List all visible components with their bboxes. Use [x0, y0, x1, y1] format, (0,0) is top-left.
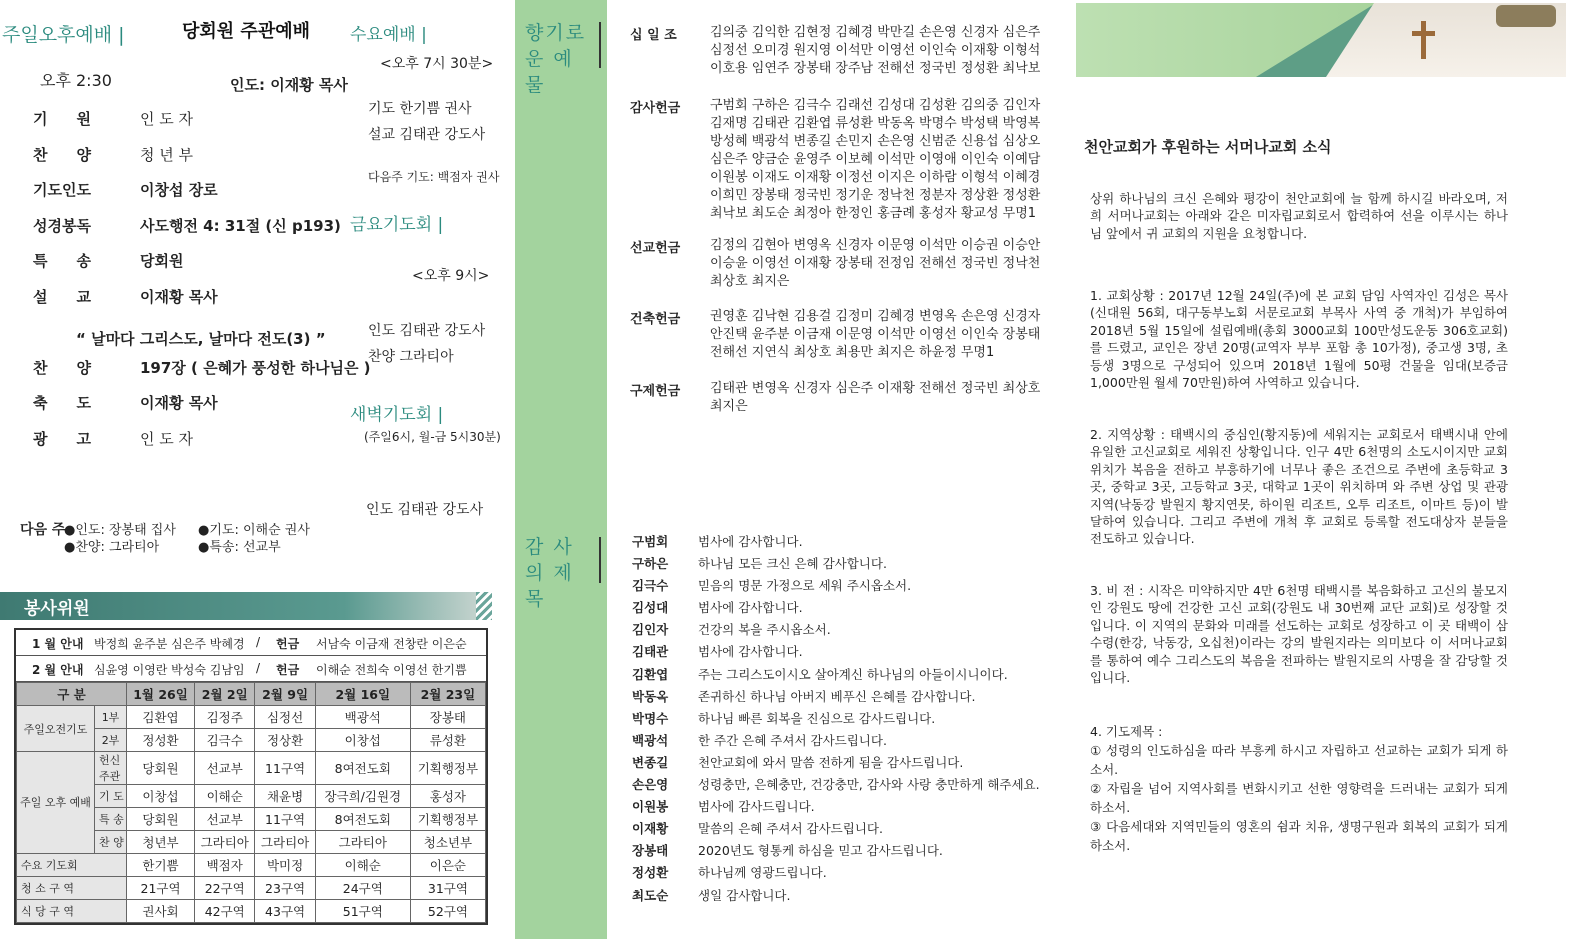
service-name: 당회원 주관예배	[182, 21, 310, 42]
guide-sep: /	[256, 635, 261, 649]
thanks-name: 장봉태	[632, 843, 669, 859]
grid-cell: 이은순	[410, 854, 485, 877]
next-week-special: ●특송: 선교부	[198, 540, 281, 555]
news-vision: 3. 비 전 : 시작은 미약하지만 4만 6천명 태백시를 복음화하고 고신의 불모지인 강원도 땅에 건강한 고신 교회(강원도 내 30번째 교단 교회)로 성장할 것입니다. 이 지역의 문화와 미래를 선도하는 교회로 성장하고 이 곳 태백이 삼수령(한강, 낙동강, 오십천)이라는 강의 발원지라는 의미보다 이 서머나교회를 통하여 예수 그리스도의 복음을 전파하는 발원지로의 사명을 잘 감당할 것입니다.	[1090, 583, 1508, 686]
next-week-prayer: ●기도: 이해순 권사	[198, 523, 310, 538]
offering-names: 권영훈 김낙현 김용걸 김정미 김혜경 변영옥 손은영 신경자 안진택 윤주분 이금재 이문영 이석만 이영선 이인숙 장봉태 전해선 지연식 최상호 최용만 최지은 하윤정 무명1	[710, 309, 1041, 360]
thanks-message: 하나님 빠른 회복을 진심으로 감사드립니다.	[698, 710, 936, 726]
order-label-char: 광	[33, 429, 48, 448]
order-value: 인 도 자	[140, 429, 194, 448]
thanks-message: 건강의 복을 주시옵소서.	[698, 622, 831, 638]
thanks-message: 천안교회에 와서 말씀 전하게 됨을 감사드립니다.	[698, 754, 964, 770]
grid-row	[17, 752, 486, 785]
next-week-praise: ●찬양: 그라티아	[64, 540, 160, 555]
thanksgiving-list	[632, 532, 1052, 908]
grid-row	[17, 900, 486, 923]
thanks-name: 구하은	[632, 556, 669, 572]
grid-cell: 홍성자	[410, 785, 485, 808]
weekday-services	[346, 0, 506, 580]
grid-cell: 52구역	[410, 900, 485, 923]
news-intro: 상위 하나님의 크신 은혜와 평강이 천안교회에 늘 함께 하시길 바라오며, 저희 서머나교회는 아래와 같은 미자립교회로서 합력하여 선을 이루시는 하나님 앞에서 귀 교회의 지원을 요청합니다.	[1090, 191, 1508, 241]
thanks-name: 김극수	[632, 578, 669, 594]
friday-title: 금요기도회 |	[350, 215, 444, 235]
order-label	[33, 250, 91, 271]
grid-cell: 이창섭	[127, 785, 195, 808]
thanksgiving-title: 감 사 의 제 목	[525, 536, 574, 610]
order-label	[33, 144, 91, 165]
order-label	[33, 392, 91, 413]
grid-row	[17, 854, 486, 877]
grid-cell: 김환엽	[127, 706, 195, 729]
service-team-title: 봉사위원	[24, 599, 90, 619]
stripe-decoration	[476, 592, 492, 620]
thanks-row	[632, 797, 1052, 819]
grid-cell: 21구역	[127, 877, 195, 900]
dawn-leader: 인도 김태관 강도사	[366, 502, 484, 518]
thanks-row	[632, 709, 1052, 731]
dawn-time: (주일6시, 월-금 5시30분)	[364, 430, 501, 444]
thanks-row	[632, 841, 1052, 863]
thanks-message: 존귀하신 하나님 아버지 베푸신 은혜를 감사합니다.	[698, 688, 976, 704]
dawn-title: 새벽기도회 |	[350, 405, 444, 425]
order-label	[33, 428, 91, 449]
grid-cell: 그라티아	[315, 831, 410, 854]
grid-cell: 8여전도회	[315, 808, 410, 831]
grid-cell: 22구역	[195, 877, 255, 900]
thanks-name: 박명수	[632, 710, 669, 726]
section-title: 주일오후예배 |	[2, 24, 125, 46]
order-value: 청 년 부	[140, 145, 194, 164]
grid-cell: 그라티아	[255, 831, 315, 854]
prayer-topics-title: 4. 기도제목 :	[1090, 724, 1163, 739]
news-title: 천안교회가 후원하는 서머나교회 소식	[1084, 138, 1332, 156]
order-label-char: 찬	[33, 145, 48, 164]
lamp-shape	[1496, 5, 1556, 27]
grid-cell: 42구역	[195, 900, 255, 923]
service-team-bar	[0, 592, 492, 620]
grid-cell: 43구역	[255, 900, 315, 923]
guide-money-label: 헌금	[276, 663, 300, 677]
grid-header-row	[17, 683, 486, 706]
grid-cell: 헌신주관	[95, 752, 127, 785]
cross-icon-bar	[1412, 31, 1435, 36]
grid-cell: 주일오전기도	[17, 706, 95, 752]
guide-money-names: 서남숙 이금재 전창란 이은순	[316, 637, 467, 651]
wednesday-sermon: 설교 김태관 강도사	[368, 127, 486, 143]
grid-cell: 8여전도회	[315, 752, 410, 785]
thanks-name: 김환엽	[632, 666, 669, 682]
offerings-title: 향기로운 예 물	[525, 22, 587, 96]
order-label: 성경봉독	[33, 216, 91, 235]
grid-cell: 그라티아	[195, 831, 255, 854]
thanks-name: 김성대	[632, 600, 669, 616]
wednesday-title: 수요예배 |	[350, 25, 427, 45]
grid-cell: 11구역	[255, 752, 315, 785]
title-divider	[599, 22, 601, 68]
thanks-row	[632, 687, 1052, 709]
green-side-band	[515, 0, 607, 939]
offering-label: 감사헌금	[630, 101, 681, 116]
grid-cell: 찬 양	[95, 831, 127, 854]
grid-cell: 1월 26일	[127, 683, 195, 706]
grid-cell: 백광석	[315, 706, 410, 729]
grid-cell: 1부	[95, 706, 127, 729]
guide-money-label: 헌금	[276, 637, 300, 651]
service-schedule-grid	[16, 682, 486, 923]
thanks-message: 하나님께 영광드립니다.	[698, 865, 827, 881]
grid-row	[17, 877, 486, 900]
offering-label: 구제헌금	[630, 384, 681, 399]
wednesday-next-prayer: 다음주 기도: 백점자 권사	[368, 170, 500, 184]
thanks-row	[632, 753, 1052, 775]
grid-cell: 2부	[95, 729, 127, 752]
grid-cell: 류성환	[410, 729, 485, 752]
next-week-label: 다음 주	[20, 522, 66, 538]
thanks-row	[632, 886, 1052, 908]
order-label: 기도인도	[33, 181, 91, 199]
thanks-row	[632, 775, 1052, 797]
friday-praise: 찬양 그라티아	[368, 349, 454, 365]
thanks-name: 이원봉	[632, 799, 669, 815]
grid-cell: 31구역	[410, 877, 485, 900]
guide-names: 심윤영 이영란 박성숙 김남임	[94, 663, 245, 677]
order-value: 197장 ( 은혜가 풍성한 하나님은 )	[140, 358, 371, 377]
thanks-message: 믿음의 명문 가정으로 세워 주시옵소서.	[698, 578, 912, 594]
thanks-name: 박동옥	[632, 688, 669, 704]
prayer-topic: ③ 다음세대와 지역민들의 영혼의 쉼과 치유, 생명구원과 회복의 교회가 되게 하소서.	[1090, 819, 1508, 853]
thanks-message: 범사에 감사합니다.	[698, 644, 803, 660]
guide-row-february	[16, 656, 486, 682]
news-church-status: 1. 교회상황 : 2017년 12월 24일(주)에 본 교회 담임 사역자인 김성은 목사(신대원 56회, 대구동부노회 서문로교회 부목사 사역 중 개척)가 부임하여 2018년 5월 15일에 설립예배(총회 3000교회 100만성도운동 306호교회)를 드렸고, 교인은 장년 20명(교역자 부부 포함 총 10가정), 중고생 3명, 초등생 3명으로 구성되어 있으며 2018년 1월에 50평 건물을 임대(보증금 1,000만원 월세 70만원)하여 사역하고 있습니다.	[1090, 288, 1508, 391]
thanks-message: 범사에 감사드립니다.	[698, 799, 815, 815]
thanks-name: 김태관	[632, 644, 669, 660]
guide-label: 1 월 안내	[32, 637, 84, 651]
guide-money-names: 이해순 전희숙 이영선 한기쁨	[316, 663, 467, 677]
order-value: 사도행전 4: 31절 (신 p193)	[140, 216, 341, 235]
thanks-message: 말씀의 은혜 주셔서 감사드립니다.	[698, 821, 883, 837]
grid-cell: 권사회	[127, 900, 195, 923]
grid-cell: 이창섭	[315, 729, 410, 752]
thanks-message: 2020년도 형통케 하심을 믿고 감사드립니다.	[698, 843, 943, 859]
guide-row-january	[16, 630, 486, 656]
thanks-row	[632, 620, 1052, 642]
grid-cell: 2월 2일	[195, 683, 255, 706]
cross-icon	[1421, 21, 1426, 59]
thanks-message: 범사에 감사합니다.	[698, 534, 803, 549]
grid-cell: 기획행정부	[410, 808, 485, 831]
grid-cell: 23구역	[255, 877, 315, 900]
grid-row	[17, 706, 486, 729]
thanks-name: 손은영	[632, 777, 669, 793]
order-value: 이재황 목사	[140, 287, 218, 306]
offering-label: 십 일 조	[630, 28, 677, 43]
offering-label: 선교헌금	[630, 241, 681, 256]
thanks-name: 이재황	[632, 821, 669, 837]
grid-cell: 장봉태	[410, 706, 485, 729]
next-week-leader: ●인도: 장봉태 집사	[64, 523, 176, 538]
grid-cell: 2월 16일	[315, 683, 410, 706]
order-value: 당회원	[140, 252, 184, 270]
grid-cell: 11구역	[255, 808, 315, 831]
grid-cell: 선교부	[195, 808, 255, 831]
offering-names: 구범회 구하은 김극수 김래선 김성대 김성환 김의중 김인자 김재명 김태관 김환엽 류성환 박동옥 박명수 박성택 박영복 방성혜 백광석 변종길 손민지 손은영 신범준 신용섭 심상오 심은주 양금순 윤영주 이보혜 이석만 이영애 이인숙 이예담 이원봉 이재도 이재황 이정선 이지은 이하람 이형석 이혜경 이희민 장봉태 정국빈 정기운 정낙천 정분자 정상환 정성환 최낙보 최도순 최정아 한정인 홍금례 홍성자 황교성 무명1	[710, 98, 1041, 221]
prayer-topic: ② 자립을 넘어 지역사회를 변화시키고 선한 영향력을 드러내는 교회가 되게 하소서.	[1090, 781, 1508, 815]
grid-cell: 식 당 구 역	[17, 900, 127, 923]
title-divider	[599, 537, 601, 583]
service-team-table	[14, 628, 488, 925]
offering-names: 김태관 변영옥 신경자 심은주 이재황 전해선 정국빈 최상호 최지은	[710, 381, 1041, 414]
grid-cell: 정성환	[127, 729, 195, 752]
order-label-char: 양	[76, 358, 91, 377]
thanks-name: 최도순	[632, 887, 669, 903]
thanks-message: 한 주간 은혜 주셔서 감사드립니다.	[698, 732, 887, 748]
grid-cell: 2월 9일	[255, 683, 315, 706]
order-label-char: 축	[33, 394, 48, 412]
grid-cell: 특 송	[95, 808, 127, 831]
grid-cell: 수요 기도회	[17, 854, 127, 877]
guide-sep: /	[256, 661, 261, 675]
friday-time: <오후 9시>	[412, 268, 490, 284]
grid-cell: 당회원	[127, 808, 195, 831]
order-label-char: 송	[76, 252, 91, 270]
grid-cell: 선교부	[195, 752, 255, 785]
offering-names: 김정의 김현아 변영옥 신경자 이문영 이석만 이승권 이승안 이승윤 이영선 이재황 장봉태 전정임 전해선 정국빈 정낙천 최상호 최지은	[710, 238, 1041, 289]
thanks-row	[632, 731, 1052, 753]
order-label-char: 양	[76, 145, 91, 164]
grid-cell: 24구역	[315, 877, 410, 900]
thanks-name: 구범회	[632, 534, 669, 549]
thanks-name: 김인자	[632, 622, 669, 638]
thanks-row	[632, 576, 1052, 598]
thanks-name: 백광석	[632, 732, 669, 748]
order-label	[33, 286, 91, 307]
header-banner	[1076, 3, 1566, 77]
thanks-name: 정성환	[632, 865, 669, 881]
thanks-message: 범사에 감사합니다.	[698, 600, 803, 616]
thanks-row	[632, 863, 1052, 885]
grid-cell: 김정주	[195, 706, 255, 729]
order-label-char: 도	[76, 394, 91, 412]
order-label	[33, 357, 91, 378]
prayer-topic: ① 성령의 인도하심을 따라 부흥케 하시고 자립하고 선교하는 교회가 되게 하소서.	[1090, 743, 1508, 777]
order-label-char: 기	[33, 110, 48, 128]
news-prayer-topics	[1090, 722, 1508, 855]
order-label-char: 원	[76, 110, 91, 128]
thanks-row	[632, 554, 1052, 576]
thanks-message: 주는 그리스도이시오 살아계신 하나님의 아들이시니이다.	[698, 666, 1008, 682]
grid-cell: 이해순	[315, 854, 410, 877]
thanks-row	[632, 642, 1052, 664]
thanks-message: 생일 감사합니다.	[698, 887, 791, 903]
offering-names: 김의중 김익한 김현정 김혜경 박만길 손은영 신경자 심은주 심정선 오미경 원지영 이석만 이영선 이인숙 이재황 이형석 이호용 임연주 장봉태 장주남 전해선 정국빈 정성환 최낙보	[710, 25, 1041, 76]
sermon-title: “ 날마다 그리스도, 날마다 전도(3) ”	[76, 330, 326, 348]
order-label-char: 특	[33, 252, 48, 270]
service-time: 오후 2:30	[40, 71, 112, 90]
thanks-row	[632, 665, 1052, 687]
grid-cell: 박미정	[255, 854, 315, 877]
grid-cell: 채윤병	[255, 785, 315, 808]
grid-cell: 기 도	[95, 785, 127, 808]
order-label-char: 설	[33, 287, 48, 306]
grid-cell: 2월 23일	[410, 683, 485, 706]
offering-label: 건축헌금	[630, 312, 681, 327]
grid-cell: 구 분	[17, 683, 127, 706]
order-label-char: 교	[76, 287, 91, 306]
thanks-name: 변종길	[632, 754, 669, 770]
grid-cell: 당회원	[127, 752, 195, 785]
order-label-char: 찬	[33, 358, 48, 377]
order-value: 이재황 목사	[140, 394, 218, 412]
grid-cell: 김극수	[195, 729, 255, 752]
grid-cell: 청년부	[127, 831, 195, 854]
grid-cell: 장극희/김원경	[315, 785, 410, 808]
grid-cell: 이해순	[195, 785, 255, 808]
news-region-status: 2. 지역상황 : 태백시의 중심인(황지동)에 세워지는 교회로서 태백시내 안에 유일한 고신교회로 세워진 상황입니다. 인구 4만 6천명의 소도시이지만 교회 위치가 복음을 전하고 부흥하기에 너무나 좋은 조건으로 주변에 초등학교 3곳, 중학교 3곳, 고등학교 3곳, 대학교 1곳이 위치하며 와 주변 상업 및 관광지역(낙동강 발원지 황지연못, 하이원 리조트, 오투 리조트, 이마트 등)이 발달하여 있습니다. 그리고 주변에 개척 후 교회로 등록할 전도대상자 분들을 전도하고 있습니다.	[1090, 427, 1508, 547]
friday-leader: 인도 김태관 강도사	[368, 323, 486, 339]
guide-names: 박정희 윤주분 심은주 박혜경	[94, 637, 245, 651]
guide-label: 2 월 안내	[32, 663, 84, 677]
thanks-message: 성령충만, 은혜충만, 건강충만, 감사와 사랑 충만하게 해주세요.	[698, 777, 1040, 793]
order-label-char: 고	[76, 429, 91, 448]
thanks-row	[632, 532, 1052, 554]
order-value: 인 도 자	[140, 110, 194, 128]
grid-cell: 51구역	[315, 900, 410, 923]
grid-cell: 한기쁨	[127, 854, 195, 877]
thanks-row	[632, 598, 1052, 620]
grid-cell: 심정선	[255, 706, 315, 729]
grid-cell: 백점자	[195, 854, 255, 877]
grid-cell: 기획행정부	[410, 752, 485, 785]
wednesday-time: <오후 7시 30분>	[380, 56, 494, 72]
grid-cell: 주일 오후 예배	[17, 752, 95, 854]
service-leader: 인도: 이재황 목사	[230, 76, 348, 94]
grid-cell: 청 소 구 역	[17, 877, 127, 900]
order-value: 이창섭 장로	[140, 181, 218, 199]
grid-cell: 정상환	[255, 729, 315, 752]
thanks-row	[632, 819, 1052, 841]
order-label	[33, 108, 91, 129]
thanks-message: 하나님 모든 크신 은혜 감사합니다.	[698, 556, 887, 572]
grid-cell: 청소년부	[410, 831, 485, 854]
wednesday-prayer: 기도 한기쁨 권사	[368, 101, 472, 117]
